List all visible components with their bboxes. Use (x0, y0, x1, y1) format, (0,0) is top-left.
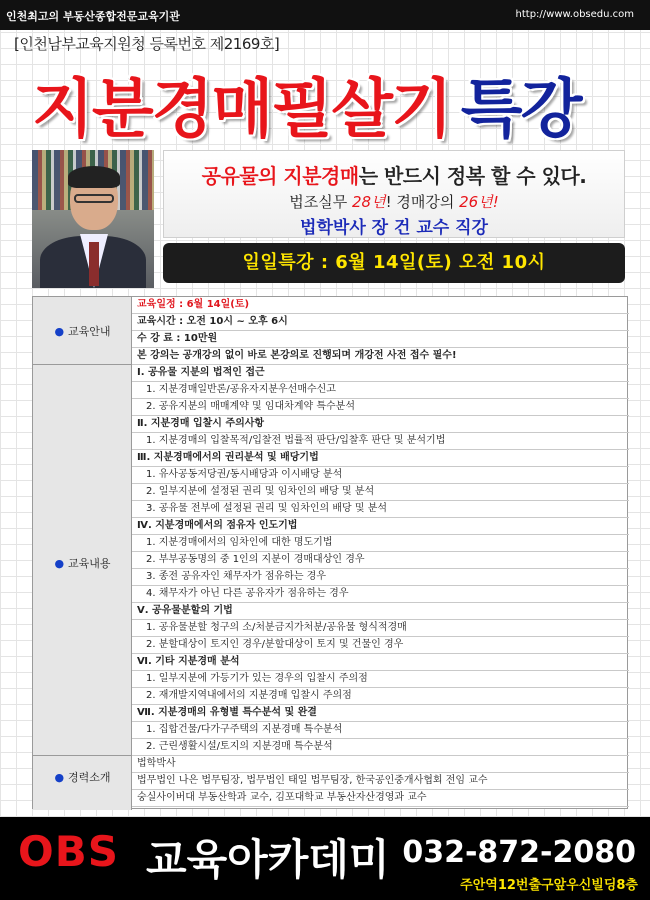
content-row: 2. 근린생활시설/토지의 지분경매 특수분석 (132, 739, 629, 756)
website-link[interactable]: http://www.obsedu.com (515, 9, 634, 20)
career-row: 숭실사이버대 부동산학과 교수, 김포대학교 부동산자산경영과 교수 (132, 790, 629, 807)
bullet-icon: ● (54, 771, 65, 784)
section-career-label: 경력소개 (68, 771, 111, 784)
content-row: 1. 유사공동저당권/동시배당과 이시배당 분석 (132, 467, 629, 484)
career-rows (132, 756, 629, 807)
footer-academy-name: 교육아카데미 (146, 835, 390, 884)
pitch-line-2: 법조실무 28년! 경매강의 26년! (289, 193, 499, 211)
content-row: Ⅳ. 지분경매에서의 점유자 인도기법 (132, 518, 629, 535)
content-row: 1. 집합건물/다가구주택의 지분경매 특수분석 (132, 722, 629, 739)
course-info-table (32, 296, 628, 809)
content-row: 2. 분할대상이 토지인 경우/분할대상이 토지 및 건물인 경우 (132, 637, 629, 654)
top-bar-slogan: 인천최고의 부동산종합전문교육기관 (6, 10, 180, 23)
content-row: 1. 일부지분에 가등기가 있는 경우의 입찰시 주의점 (132, 671, 629, 688)
bullet-icon: ● (54, 325, 65, 338)
title-suffix: 특강 (460, 73, 581, 147)
section-career (33, 756, 132, 810)
instructor-photo (32, 150, 154, 288)
guide-row: 본 강의는 공개강의 없이 바로 본강의로 진행되며 개강전 사전 접수 필수! (132, 348, 629, 365)
content-row: Ⅵ. 기타 지분경매 분석 (132, 654, 629, 671)
content-row: 3. 공유물 전부에 설정된 권리 및 임차인의 배당 및 분석 (132, 501, 629, 518)
content-row: 2. 재개발지역내에서의 지분경매 입찰시 주의점 (132, 688, 629, 705)
registration-number: [인천남부교육지원청 등록번호 제2169호] (14, 35, 280, 53)
content-rows (132, 365, 629, 756)
guide-row: 교육일정 : 6월 14일(토) (132, 297, 629, 314)
career-row: 법학박사 (132, 756, 629, 773)
footer-banner (0, 817, 650, 900)
content-row: 1. 지분경매일반론/공유자지분우선매수신고 (132, 382, 629, 399)
career-row: 법무법인 나은 법무팀장, 법무법인 태일 법무팀장, 한국공인중개사협회 전임 교수 (132, 773, 629, 790)
guide-rows (132, 297, 629, 365)
content-row: 1. 지분경매의 입찰목적/입찰전 법률적 판단/입찰후 판단 및 분석기법 (132, 433, 629, 450)
content-row: Ⅲ. 지분경매에서의 권리분석 및 배당기법 (132, 450, 629, 467)
lecture-pitch (163, 150, 625, 238)
page-title (32, 58, 581, 147)
footer-brand: OBS (18, 827, 119, 876)
content-row: 2. 공유지분의 매매계약 및 임대차계약 특수분석 (132, 399, 629, 416)
section-guide (33, 297, 132, 365)
content-row: 3. 종전 공유자인 채무자가 점유하는 경우 (132, 569, 629, 586)
guide-row: 교육시간 : 오전 10시 ~ 오후 6시 (132, 314, 629, 331)
content-row: Ⅰ. 공유물 지분의 법적인 접근 (132, 365, 629, 382)
lecture-date-banner: 일일특강 : 6월 14일(토) 오전 10시 (163, 243, 625, 283)
content-row: 1. 공유물분할 청구의 소/처분금지가처분/공유물 형식적경매 (132, 620, 629, 637)
content-row: Ⅱ. 지분경매 입찰시 주의사항 (132, 416, 629, 433)
guide-row: 수 강 료 : 10만원 (132, 331, 629, 348)
content-row: Ⅴ. 공유물분할의 기법 (132, 603, 629, 620)
content-row: 2. 일부지분에 설정된 권리 및 임차인의 배당 및 분석 (132, 484, 629, 501)
section-guide-label: 교육안내 (68, 325, 111, 338)
section-content (33, 365, 132, 756)
content-row: 1. 지분경매에서의 임차인에 대한 명도기법 (132, 535, 629, 552)
title-main: 지분경매필살기 (32, 73, 451, 147)
footer-phone[interactable]: 032-872-2080 (402, 835, 636, 870)
pitch-line-3: 법학박사 장 건 교수 직강 (300, 218, 488, 238)
footer-address: 주안역12번출구앞우신빌딩8층 (460, 878, 638, 893)
content-row: Ⅶ. 지분경매의 유형별 특수분석 및 완결 (132, 705, 629, 722)
section-content-label: 교육내용 (68, 557, 111, 570)
top-bar (0, 0, 650, 30)
pitch-line-1: 공유물의 지분경매는 반드시 정복 할 수 있다. (201, 164, 587, 188)
content-row: 4. 채무자가 아닌 다른 공유자가 점유하는 경우 (132, 586, 629, 603)
content-row: 2. 부부공동명의 중 1인의 지분이 경매대상인 경우 (132, 552, 629, 569)
bullet-icon: ● (54, 557, 65, 570)
